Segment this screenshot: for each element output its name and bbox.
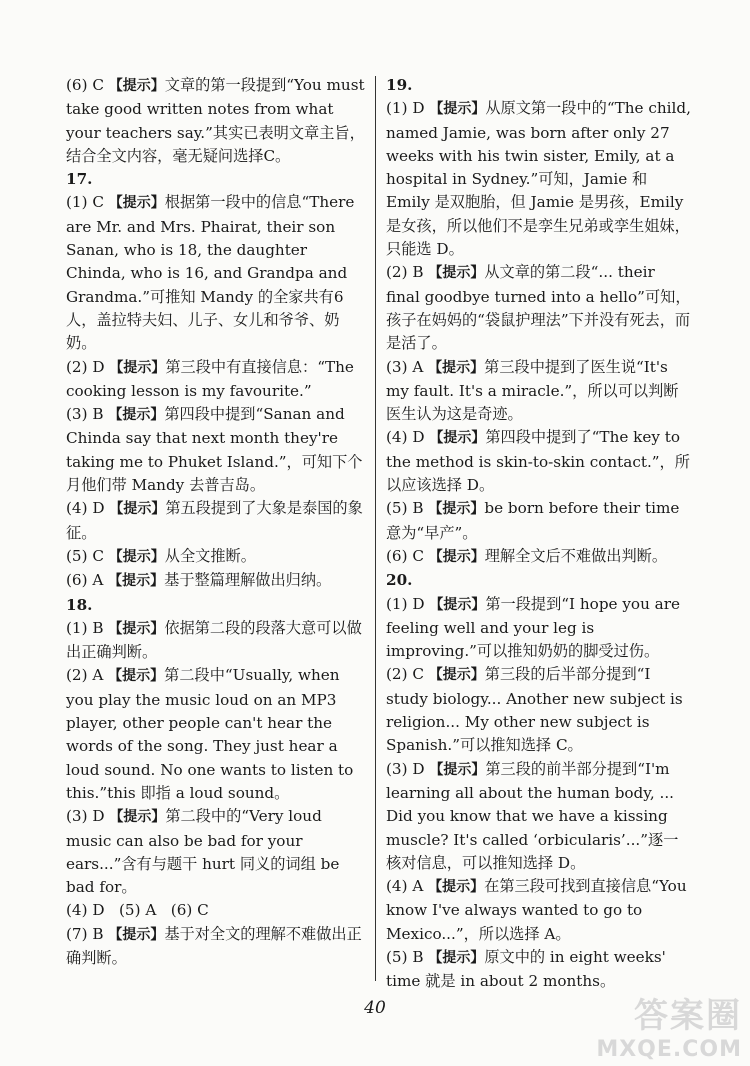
answer-number: (1) D: [386, 594, 425, 613]
answer-item: [386, 356, 692, 427]
hint-label: 【提示】: [108, 78, 165, 94]
answer-item: [386, 497, 692, 545]
answer-text: 第四段中提到了“The key to the method is skin-to-skin contact.”，所以应该选择 D。: [386, 428, 690, 495]
answer-item: [66, 899, 366, 922]
hint-label: 【提示】: [428, 667, 485, 684]
answer-number: (3) D: [386, 759, 425, 778]
column-divider: [375, 76, 376, 981]
answer-item: [66, 569, 366, 593]
hint-label: 【提示】: [109, 809, 166, 826]
answer-item: [66, 497, 366, 545]
answer-text: 基于对全文的理解不难做出正确判断。: [66, 924, 362, 967]
answer-item: [386, 875, 692, 946]
answer-item: [66, 805, 366, 899]
hint-label: 【提示】: [428, 548, 485, 565]
answer-text: 文章的第一段提到“You must take good written notes from what your teachers say.”其实已表明文章主旨，结合全文内容，毫无疑问选择C。: [66, 76, 365, 165]
left-column: [66, 74, 366, 970]
answer-number: (4) D: [66, 499, 105, 518]
answer-number: (1) D: [386, 99, 425, 118]
answer-number: (4) D: [386, 428, 425, 447]
page-number: 40: [364, 998, 386, 1018]
answer-text: 第三段中有直接信息：“The cooking lesson is my favourite.”: [66, 357, 354, 400]
hint-label: 【提示】: [108, 926, 165, 943]
answer-text: be born before their time 意为“早产”。: [386, 499, 680, 542]
answer-item: [66, 403, 366, 497]
answer-item: [66, 191, 366, 355]
hint-label: 【提示】: [109, 359, 166, 376]
answer-number: (3) A: [386, 357, 424, 376]
answer-text: 第三段中提到了医生说“It's my fault. It's a miracle.”，所以可以判断医生认为这是奇迹。: [386, 357, 679, 424]
watermark-url: MXQE.COM: [596, 1037, 742, 1062]
answer-text: 基于整篇理解做出归纳。: [164, 571, 332, 590]
hint-label: 【提示】: [428, 501, 485, 518]
section-number: 18.: [66, 595, 93, 614]
answer-item: [66, 545, 366, 569]
answer-item: [66, 923, 366, 971]
answer-text: 第三段的后半部分提到“I study biology... Another new subject is religion... My other new subject is Spanish.”可以推知选择 C。: [386, 665, 683, 755]
answer-item: [386, 426, 692, 497]
answer-number: (5) C: [66, 546, 104, 565]
answer-number: (4) D (5) A (6) C: [66, 901, 209, 920]
right-column: [386, 74, 692, 994]
hint-label: 【提示】: [108, 668, 165, 685]
hint-label: 【提示】: [428, 879, 485, 896]
answer-number: (1) B: [66, 618, 104, 637]
answer-text: 原文中的 in eight weeks' time 就是 in about 2 months。: [386, 947, 666, 991]
answer-item: [386, 593, 692, 664]
answer-item: [66, 664, 366, 805]
answer-text: 从全文推断。: [164, 546, 256, 565]
answer-item: [386, 758, 692, 875]
answer-item: [66, 74, 366, 168]
answer-number: (4) A: [386, 877, 424, 896]
answer-number: (3) B: [66, 405, 104, 424]
answer-text: 在第三段可找到直接信息“You know I've always wanted to go to Mexico...”，所以选择 A。: [386, 877, 687, 943]
answer-item: [386, 663, 692, 757]
answer-number: (7) B: [66, 924, 104, 943]
answer-text: 根据第一段中的信息“There are Mr. and Mrs. Phairat, their son Sanan, who is 18, the daughter Chinda, who is 16, and Grandpa and Grandma.”可推知 Mandy 的全家共有6人，盖拉特夫妇、儿子、女儿和爷爷、奶奶。: [66, 193, 355, 353]
answer-text: 第二段中“Usually, when you play the music loud on an MP3 player, other people can't hear the words of the song. They just hear a loud sound. No one wants to listen to this.”this 即指 a loud sound。: [66, 666, 354, 802]
answer-number: (3) D: [66, 807, 105, 826]
answer-number: (6) A: [66, 571, 104, 590]
hint-label: 【提示】: [429, 430, 486, 447]
section-number: 20.: [386, 571, 413, 590]
watermark-logo: 答案圈: [634, 996, 742, 1036]
answer-item: [386, 97, 692, 261]
hint-label: 【提示】: [108, 195, 165, 212]
answer-number: (2) B: [386, 263, 424, 282]
answer-number: (6) C: [386, 546, 424, 565]
section-number: 19.: [386, 76, 413, 94]
hint-label: 【提示】: [108, 407, 165, 424]
answer-text: 第二段中的“Very loud music can also be bad for your ears...”含有与题干 hurt 同义的词组 be bad for。: [66, 807, 340, 897]
answer-number: (1) C: [66, 193, 104, 212]
answer-text: 第三段的前半部分提到“I'm learning all about the human body, ... Did you know that we have a kissing muscle? It's called ‘orbicularis’...”逐一核对信息，可以推知选择 D。: [386, 759, 679, 872]
watermark: [596, 988, 742, 1062]
answer-number: (6) C: [66, 76, 104, 94]
answer-item: [386, 261, 692, 355]
answer-number: (5) B: [386, 499, 424, 518]
answer-item: [66, 356, 366, 404]
answer-number: (2) C: [386, 665, 424, 684]
answer-item: [66, 617, 366, 665]
hint-label: 【提示】: [428, 949, 485, 966]
answer-text: 理解全文后不难做出判断。: [484, 546, 668, 565]
hint-label: 【提示】: [429, 761, 486, 778]
answer-text: 第五段提到了大象是泰国的象征。: [66, 499, 363, 542]
answer-text: 从原文第一段中的“The child, named Jamie, was born after only 27 weeks with his twin sister, Emily, at a hospital in Sydney.”可知，Jamie 和 Emily 是双胞胎，但 Jamie 是男孩，Emily 是女孩，所以他们不是孪生兄弟或孪生姐妹，只能选 D。: [386, 99, 691, 259]
answer-number: (2) D: [66, 357, 105, 376]
answer-number: (5) B: [386, 947, 424, 966]
answer-text: 依据第二段的段落大意可以做出正确判断。: [66, 618, 362, 662]
hint-label: 【提示】: [109, 501, 166, 518]
hint-label: 【提示】: [429, 101, 486, 118]
answer-text: 第四段中提到“Sanan and Chinda say that next month they're taking me to Phuket Island.”，可知下个月他们带 Mandy 去普吉岛。: [66, 405, 363, 495]
hint-label: 【提示】: [108, 620, 165, 637]
answer-text: 第一段提到“I hope you are feeling well and your leg is improving.”可以推知奶奶的脚受过伤。: [386, 594, 680, 661]
hint-label: 【提示】: [108, 548, 165, 565]
hint-label: 【提示】: [428, 265, 485, 282]
hint-label: 【提示】: [428, 359, 485, 376]
section-number: 17.: [66, 170, 93, 189]
answer-item: [386, 946, 692, 994]
answer-text: 从文章的第二段“... their final goodbye turned into a hello”可知，孩子在妈妈的“袋鼠护理法”下并没有死去，而是活了。: [386, 263, 691, 353]
answer-item: [386, 545, 692, 569]
hint-label: 【提示】: [108, 573, 165, 590]
hint-label: 【提示】: [429, 596, 486, 613]
answer-number: (2) A: [66, 666, 104, 685]
